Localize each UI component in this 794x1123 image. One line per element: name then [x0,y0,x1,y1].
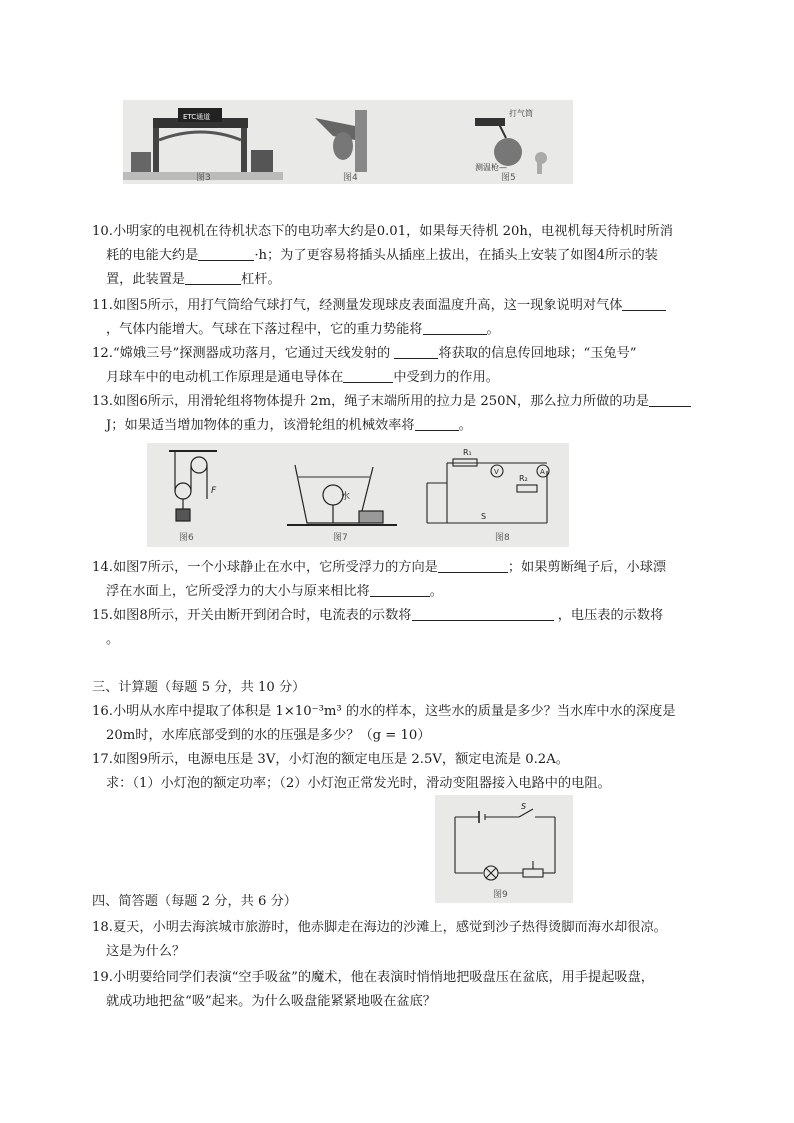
question-18 [92,916,712,964]
q13-blank-2[interactable] [415,416,459,431]
q10-blank-1[interactable] [198,246,254,261]
question-14 [92,556,712,604]
circuit-fig9-image [455,809,555,880]
q19-line2: 就成功地把盆“吸”起来。为什么吸盘能紧紧地吸在盆底？ [106,994,436,1009]
question-12 [92,342,712,390]
q12-text: 月球车中的电动机工作原理是通电导体在 [106,370,344,385]
figure-9 [435,795,573,903]
q14-line2 [92,580,712,604]
pump-label: 打气筒 [509,109,533,118]
q14-text: 14.如图7所示，一个小球静止在水中，它所受浮力的方向是 [92,560,438,575]
figure-strip-top-svg [123,100,573,184]
fig9-caption: 图9 [493,890,508,900]
q11-text: 11.如图5所示，用打气筒给气球打气，经测量发现球皮表面温度升高，这一现象说明对气体 [92,298,623,313]
q11-line2 [92,318,712,342]
q17-line1: 17.如图9所示，电源电压是 3V，小灯泡的额定电压是 2.5V，额定电流是 0.2A。 [92,752,569,767]
q13-line1 [92,390,712,414]
q19-line1: 19.小明要给同学们表演“空手吸盆”的魔术，他在表演时悄悄地把吸盘压在盆底，用手提起吸盘， [92,970,654,985]
q10-text: 耗的电能大约是 [106,248,199,263]
r1-label: R₁ [463,448,472,457]
q18-line2: 这是为什么？ [106,944,186,959]
q13-text: 。 [458,418,472,433]
q16-line1: 16.小明从水库中提取了体积是 1×10⁻³m³ 的水的样本，这些水的质量是多少？当水库中水的深度是 [92,704,676,719]
q10-text: 杠杆。 [241,272,281,287]
q14-text: 。 [429,584,443,599]
question-17 [92,748,712,796]
figure-strip-top [123,100,573,184]
question-11 [92,294,712,342]
q10-blank-2[interactable] [185,270,241,285]
question-19 [92,966,712,1014]
circuit-fig8-image [427,459,549,523]
figure-strip-mid [147,443,569,547]
q11-blank-2[interactable] [423,320,487,335]
switch-label-fig9: S [521,802,527,811]
q17-line2: 求：（1）小灯泡的额定功率；（2）小灯泡正常发光时，滑动变阻器接入电路中的电阻。 [106,776,611,791]
ammeter-label: A [540,468,545,476]
fig7-caption: 图7 [333,533,348,543]
gun-label: 测温枪— [475,163,507,172]
water-label: 水 [341,492,351,502]
q13-line2 [92,414,712,438]
question-16 [92,700,712,748]
question-15 [92,604,712,652]
q12-text: 12.“嫦娥三号”探测器成功落月，它通过天线发射的 [92,346,395,361]
fig5-caption: 图5 [501,173,516,183]
q14-text: 浮在水面上，它所受浮力的大小与原来相比将 [106,584,370,599]
q12-text: 将获取的信息传回地球；“玉兔号” [438,346,637,361]
q11-text: ，气体内能增大。气球在下落过程中，它的重力势能将 [106,322,423,337]
plug-image [315,110,367,172]
q10-text: 置，此装置是 [106,272,186,287]
q13-blank-1[interactable] [649,392,691,407]
q15-text: ，电压表的示数将 [553,608,664,623]
q10-line1: 10.小明家的电视机在待机状态下的电功率大约是0.01，如果每天待机 20h，电视机每天待机时所消 [92,224,673,239]
fig4-caption: 图4 [343,173,358,183]
q15-line1 [92,604,712,628]
q15-blank-1[interactable] [412,606,554,621]
q11-text: 。 [486,322,500,337]
q14-blank-1[interactable] [438,558,508,573]
etc-gantry-image [123,108,283,180]
question-10 [92,220,712,292]
switch-label-fig8: S [481,512,487,521]
section-4-heading: 四、简答题（每题 2 分，共 6 分） [92,894,297,909]
q16-line2: 20m时，水库底部受到的水的压强是多少？（g = 10） [106,728,431,743]
etc-sign-label: ETC通道 [183,113,211,121]
fig6-caption: 图6 [179,533,194,543]
question-13 [92,390,712,438]
fig8-caption: 图8 [495,533,510,543]
q12-blank-2[interactable] [343,368,393,383]
q10-line2 [92,244,712,268]
q18-line1: 18.夏天，小明去海滨城市旅游时，他赤脚走在海边的沙滩上，感觉到沙子热得烫脚而海水却很凉。 [92,920,667,935]
q12-text: 中受到力的作用。 [393,370,499,385]
pulley-system-image [169,451,217,521]
fig3-caption: 图3 [196,173,211,183]
q15-text: 15.如图8所示，开关由断开到闭合时，电流表的示数将 [92,608,412,623]
q14-text: ；如果剪断绳子后，小球漂 [507,560,667,575]
q12-blank-1[interactable] [394,344,438,359]
q11-line1 [92,294,712,318]
figure-9-svg [435,795,573,903]
q14-line1 [92,556,712,580]
voltmeter-label: V [494,468,499,476]
q12-line1 [92,342,712,366]
force-label: F [211,486,217,496]
r2-label: R₂ [519,474,528,483]
section-3-heading: 三、计算题（每题 5 分，共 10 分） [92,680,306,695]
q13-text: 13.如图6所示，用滑轮组将物体提升 2m，绳子末端所用的拉力是 250N，那么拉力所做的功是 [92,394,649,409]
q10-text: ·h；为了更容易将插头从插座上拔出，在插头上安装了如图4所示的装 [254,248,658,263]
q10-line3 [92,268,712,292]
figure-strip-mid-svg [147,443,569,547]
q14-blank-2[interactable] [370,582,430,597]
q13-text: J；如果适当增加物体的重力，该滑轮组的机械效率将 [106,418,415,433]
q15-line2: 。 [106,632,120,647]
q12-line2 [92,366,712,390]
q11-blank-1[interactable] [622,296,666,311]
